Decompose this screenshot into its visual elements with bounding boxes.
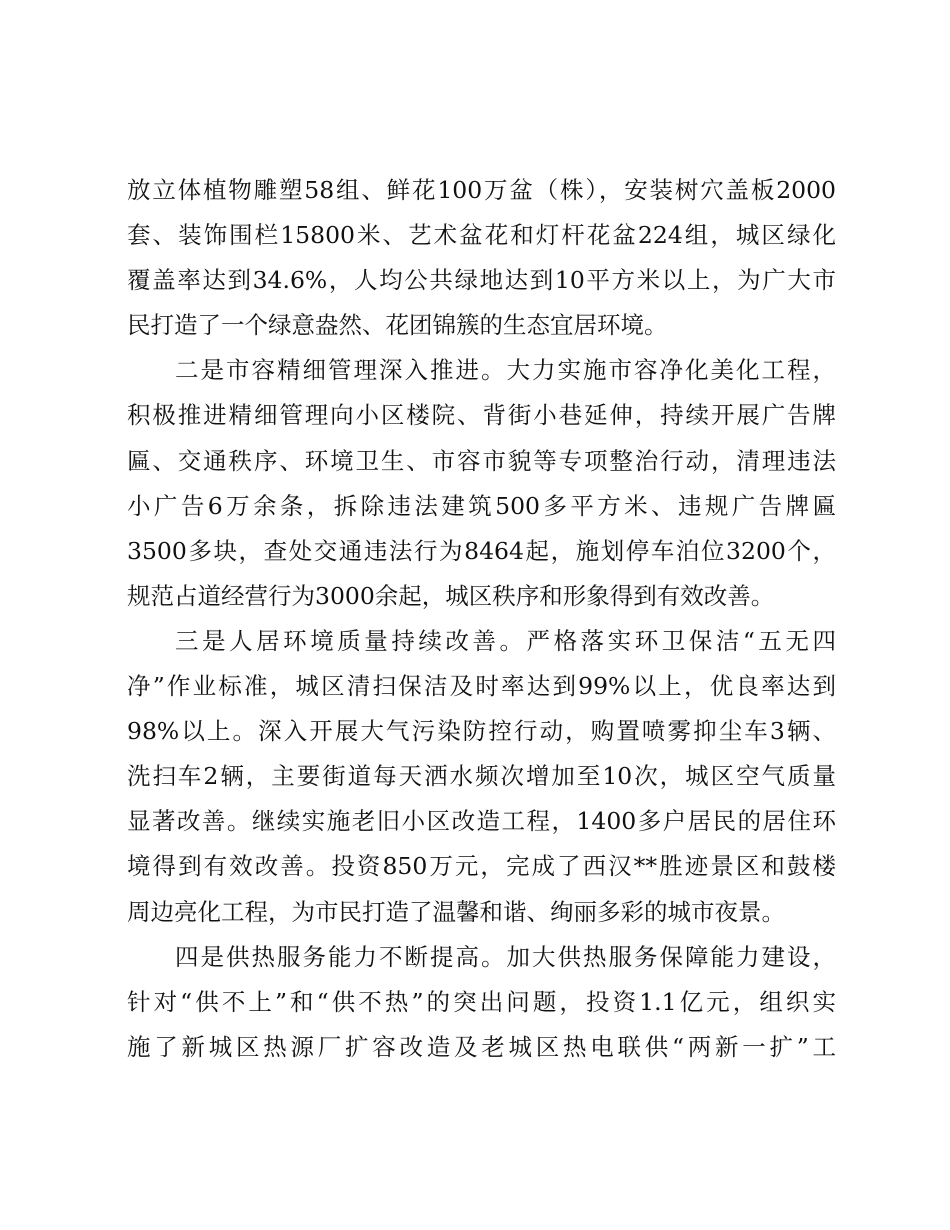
text-line: 净”作业标准，城区清扫保洁及时率达到99%以上，优良率达到: [127, 672, 836, 701]
paragraph-greening: [127, 168, 836, 348]
text-line: 显著改善。继续实施老旧小区改造工程，1400多户居民的居住环: [127, 807, 836, 836]
text-line: 小广告6万余条，拆除违法建筑500多平方米、违规广告牌匾: [127, 491, 836, 520]
text-line: 洗扫车2辆，主要街道每天洒水频次增加至10次，城区空气质量: [127, 762, 836, 791]
text-line: 二是市容精细管理深入推进。大力实施市容净化美化工程，: [175, 356, 836, 385]
text-line: 放立体植物雕塑58组、鲜花100万盆（株），安装树穴盖板2000: [127, 176, 836, 204]
text-line: 周边亮化工程，为市民打造了温馨和谐、绚丽多彩的城市夜景。: [127, 897, 785, 926]
document-body: [127, 168, 836, 1070]
text-line: 四是供热服务能力不断提高。加大供热服务保障能力建设，: [175, 942, 836, 971]
text-line: 覆盖率达到34.6%，人均公共绿地达到10平方米以上，为广大市: [127, 266, 836, 295]
text-line: 三是人居环境质量持续改善。严格落实环卫保洁“五无四: [175, 626, 836, 655]
text-line: 针对“供不上”和“供不热”的突出问题，投资1.1亿元，组织实: [127, 987, 836, 1016]
text-line: 民打造了一个绿意盎然、花团锦簇的生态宜居环境。: [127, 311, 668, 340]
text-line: 98%以上。深入开展大气污染防控行动，购置喷雾抑尘车3辆、: [127, 717, 836, 746]
text-line: 3500多块，查处交通违法行为8464起，施划停车泊位3200个，: [127, 536, 836, 565]
text-line: 积极推进精细管理向小区楼院、背街小巷延伸，持续开展广告牌: [127, 401, 836, 430]
text-line: 套、装饰围栏15800米、艺术盆花和灯杆花盆224组，城区绿化: [127, 221, 836, 250]
paragraph-city-management: [127, 348, 836, 619]
paragraph-living-environment: [127, 619, 836, 935]
text-line: 施了新城区热源厂扩容改造及老城区热电联供“两新一扩”工: [127, 1032, 836, 1061]
text-line: 规范占道经营行为3000余起，城区秩序和形象得到有效改善。: [127, 581, 775, 610]
text-line: 匾、交通秩序、环境卫生、市容市貌等专项整治行动，清理违法: [127, 446, 836, 475]
text-line: 境得到有效改善。投资850万元，完成了西汉**胜迹景区和鼓楼: [127, 852, 836, 881]
paragraph-heating: [127, 935, 836, 1070]
